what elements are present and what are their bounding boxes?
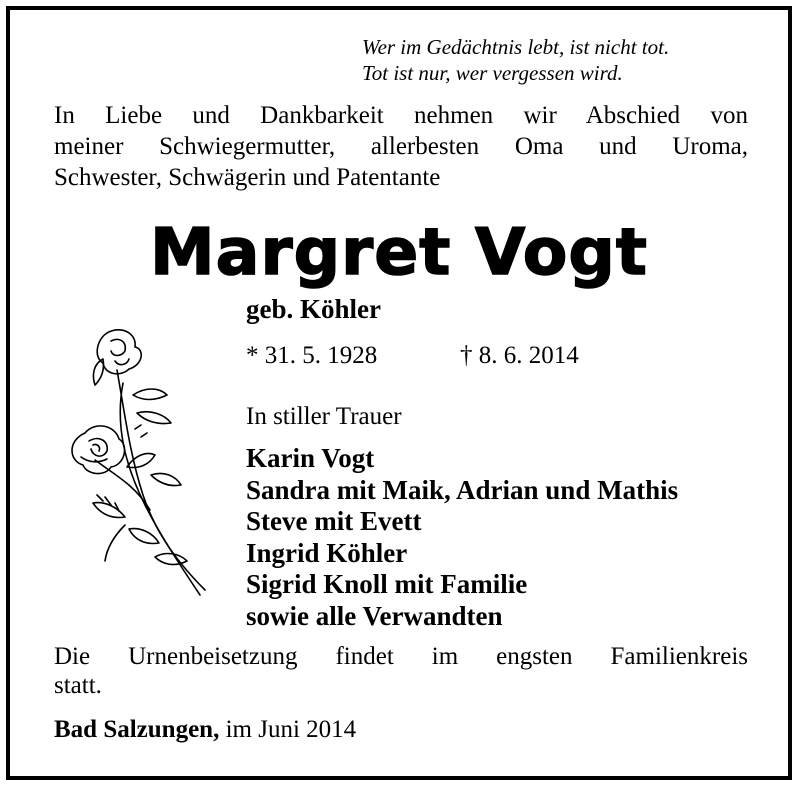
motto-line-2: Tot ist nur, wer vergessen wird. [362,61,623,85]
rose-icon [55,325,215,600]
place-town: Bad Salzungen, [54,716,220,743]
mourner-1: Karin Vogt [246,443,375,473]
mourner-6: sowie alle Verwandten [246,600,503,631]
deceased-name-text: Margret Vogt [150,216,648,290]
birth-name: geb. Köhler [246,294,381,324]
mourning-label: In stiller Trauer [246,403,402,430]
mourner-4: Ingrid Köhler [246,537,408,568]
intro-line-1: In Liebe und Dankbarkeit nehmen wir Abschied von [54,102,748,129]
mourner-3: Steve mit Evett [246,506,422,536]
deceased-name [150,212,650,292]
burial-notice-line-1: Die Urnenbeisetzung findet im engsten Familienkreis [54,643,748,670]
burial-notice [54,642,748,700]
intro-line-3: Schwester, Schwägerin und Patentante [54,164,441,191]
mourners-list [246,443,678,632]
burial-notice-line-2: statt. [54,672,102,699]
mourner-5: Sigrid Knoll mit Familie [246,569,528,599]
intro-text [54,100,748,193]
life-dates [246,342,579,370]
place-month: im Juni 2014 [225,716,357,743]
motto-line-1: Wer im Gedächtnis lebt, ist nicht tot. [362,35,670,59]
mourner-2: Sandra mit Maik, Adrian und Mathis [246,474,679,505]
intro-line-2: meiner Schwiegermutter, allerbesten Oma und Uroma, [54,133,748,160]
death-date: † 8. 6. 2014 [460,342,579,369]
place-date [54,716,356,744]
birth-date: * 31. 5. 1928 [246,342,378,369]
